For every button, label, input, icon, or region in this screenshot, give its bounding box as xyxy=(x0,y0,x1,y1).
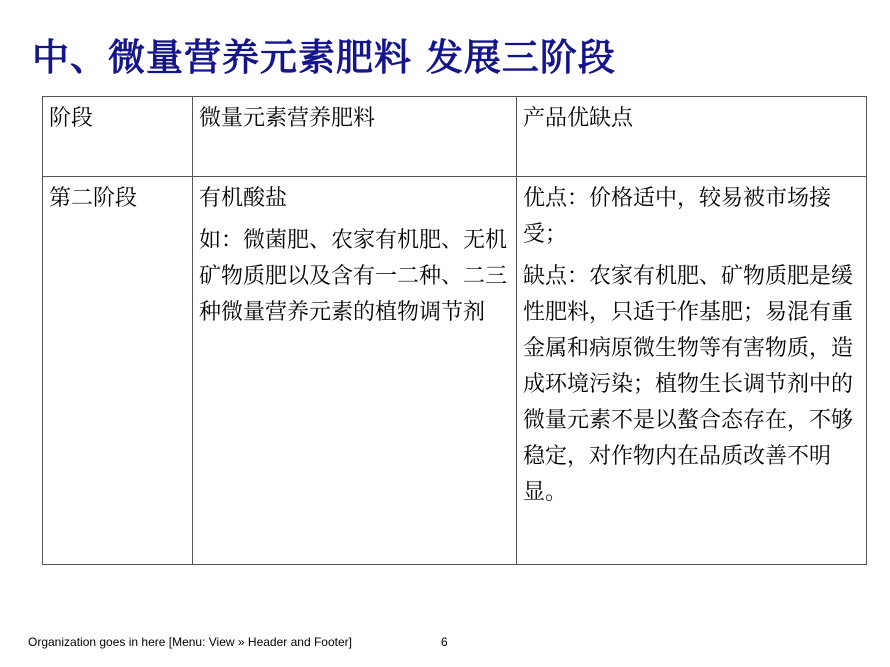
table-header-row xyxy=(43,97,867,177)
cell-pros-cons xyxy=(517,177,867,565)
cell-stage: 第二阶段 xyxy=(43,177,193,565)
header-stage: 阶段 xyxy=(43,97,193,177)
page-number: 6 xyxy=(441,635,448,649)
stage-table xyxy=(42,96,867,565)
cell-fertilizer xyxy=(193,177,517,565)
slide-title: 中、微量营养元素肥料 发展三阶段 xyxy=(32,36,616,79)
header-pros-cons: 产品优缺点 xyxy=(517,97,867,177)
table-row xyxy=(43,177,867,565)
fertilizer-name: 有机酸盐 xyxy=(199,186,288,211)
header-fertilizer: 微量元素营养肥料 xyxy=(193,97,517,177)
footer-organization: Organization goes in here [Menu: View » Header and Footer] xyxy=(28,635,352,649)
fertilizer-example: 如：微菌肥、农家有机肥、无机矿物质肥以及含有一二种、二三种微量营养元素的植物调节剂 xyxy=(199,228,508,325)
cons-text: 缺点：农家有机肥、矿物质肥是缓性肥料，只适于作基肥；易混有重金属和病原微生物等有害物质，造成环境污染；植物生长调节剂中的微量元素不是以螯合态存在，不够稳定，对作物内在品质改善不明显。 xyxy=(523,264,854,505)
pros-text: 优点：价格适中，较易被市场接受； xyxy=(523,186,832,247)
